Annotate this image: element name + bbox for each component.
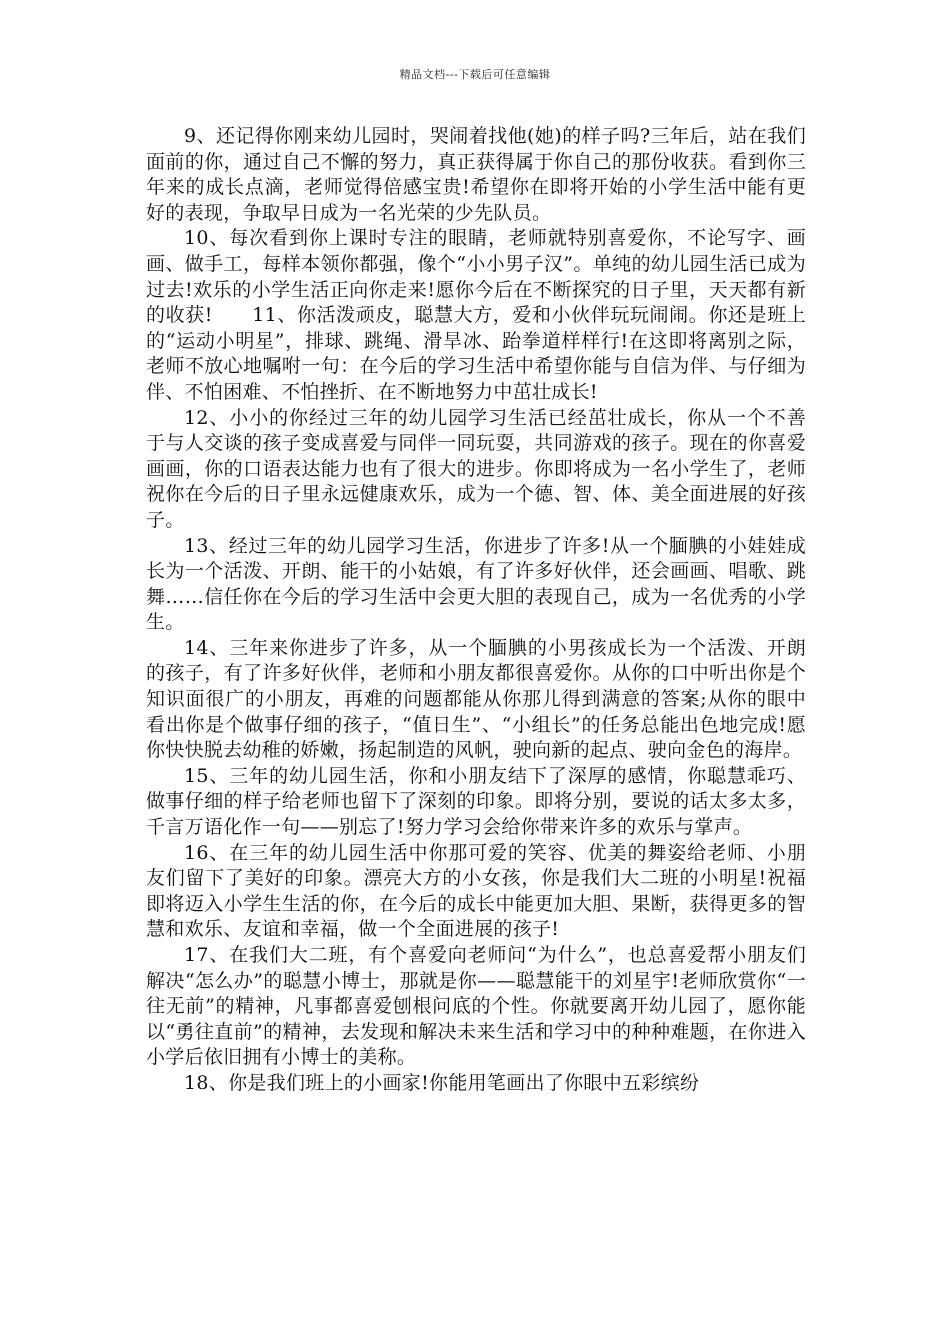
paragraph-10-11: 10、每次看到你上课时专注的眼睛，老师就特别喜爱你，不论写字、画画、做手工，每样本领你都强，像个“小小男子汉”。单纯的幼儿园生活已成为过去!欢乐的小学生活正向你走来!愿你今后在不断探究的日子里，天天都有新的收获! 11、你活泼顽皮，聪慧大方，爱和小伙伴玩玩闹闹。你还是班上的“运动小明星”，排球、跳绳、滑旱冰、跆拳道样样行!在这即将离别之际，老师不放心地嘱咐一句：在今后的学习生活中希望你能与自信为伴、与仔细为伴、不怕困难、不怕挫折、在不断地努力中茁壮成长! <box>146 227 806 403</box>
paragraph-14: 14、三年来你进步了许多，从一个腼腆的小男孩成长为一个活泼、开朗的孩子，有了许多好伙伴，老师和小朋友都很喜爱你。从你的口中听出你是个知识面很广的小朋友，再难的问题都能从你那儿得到满意的答案;从你的眼中看出你是个做事仔细的孩子，“值日生”、“小组长”的任务总能出色地完成!愿你快快脱去幼稚的娇嫩，扬起制造的风帆，驶向新的起点、驶向金色的海岸。 <box>146 636 806 762</box>
paragraph-15: 15、三年的幼儿园生活，你和小朋友结下了深厚的感情，你聪慧乖巧、做事仔细的样子给老师也留下了深刻的印象。即将分别，要说的话太多太多，千言万语化作一句——别忘了!努力学习会给你带来许多的欢乐与掌声。 <box>146 764 806 839</box>
paragraph-16: 16、在三年的幼儿园生活中你那可爱的笑容、优美的舞姿给老师、小朋友们留下了美好的印象。漂亮大方的小女孩，你是我们大二班的小明星!祝福即将迈入小学生生活的你，在今后的成长中能更加大胆、果断，获得更多的智慧和欢乐、友谊和幸福，做一个全面进展的孩子! <box>146 841 806 941</box>
paragraph-17: 17、在我们大二班，有个喜爱向老师问“为什么”，也总喜爱帮小朋友们解决“怎么办”的聪慧小博士，那就是你——聪慧能干的刘星宇!老师欣赏你“一往无前”的精神，凡事都喜爱刨根问底的个性。你就要离开幼儿园了，愿你能以“勇往直前”的精神，去发现和解决未来生活和学习中的种种难题，在你进入小学后依旧拥有小博士的美称。 <box>146 944 806 1069</box>
paragraph-13: 13、经过三年的幼儿园学习生活，你进步了许多!从一个腼腆的小娃娃成长为一个活泼、开朗、能干的小姑娘，有了许多好伙伴，还会画画、唱歌、跳舞……信任你在今后的学习生活中会更大胆的表现自己，成为一名优秀的小学生。 <box>146 534 806 634</box>
page-header: 精品文档---下载后可任意编辑 <box>399 68 551 81</box>
paragraph-9: 9、还记得你刚来幼儿园时，哭闹着找他(她)的样子吗?三年后，站在我们面前的你，通过自己不懈的努力，真正获得属于你自己的那份收获。看到你三年来的成长点滴，老师觉得倍感宝贵!希望你在即将开始的小学生活中能有更好的表现，争取早日成为一名光荣的少先队员。 <box>146 125 806 224</box>
paragraph-12: 12、小小的你经过三年的幼儿园学习生活已经茁壮成长，你从一个不善于与人交谈的孩子变成喜爱与同伴一同玩耍，共同游戏的孩子。现在的你喜爱画画，你的口语表达能力也有了很大的进步。你即将成为一名小学生了，老师祝你在今后的日子里永远健康欢乐，成为一个德、智、体、美全面进展的好孩子。 <box>146 406 806 531</box>
paragraph-18: 18、你是我们班上的小画家!你能用笔画出了你眼中五彩缤纷 <box>184 1071 700 1094</box>
document-body <box>146 124 806 1097</box>
